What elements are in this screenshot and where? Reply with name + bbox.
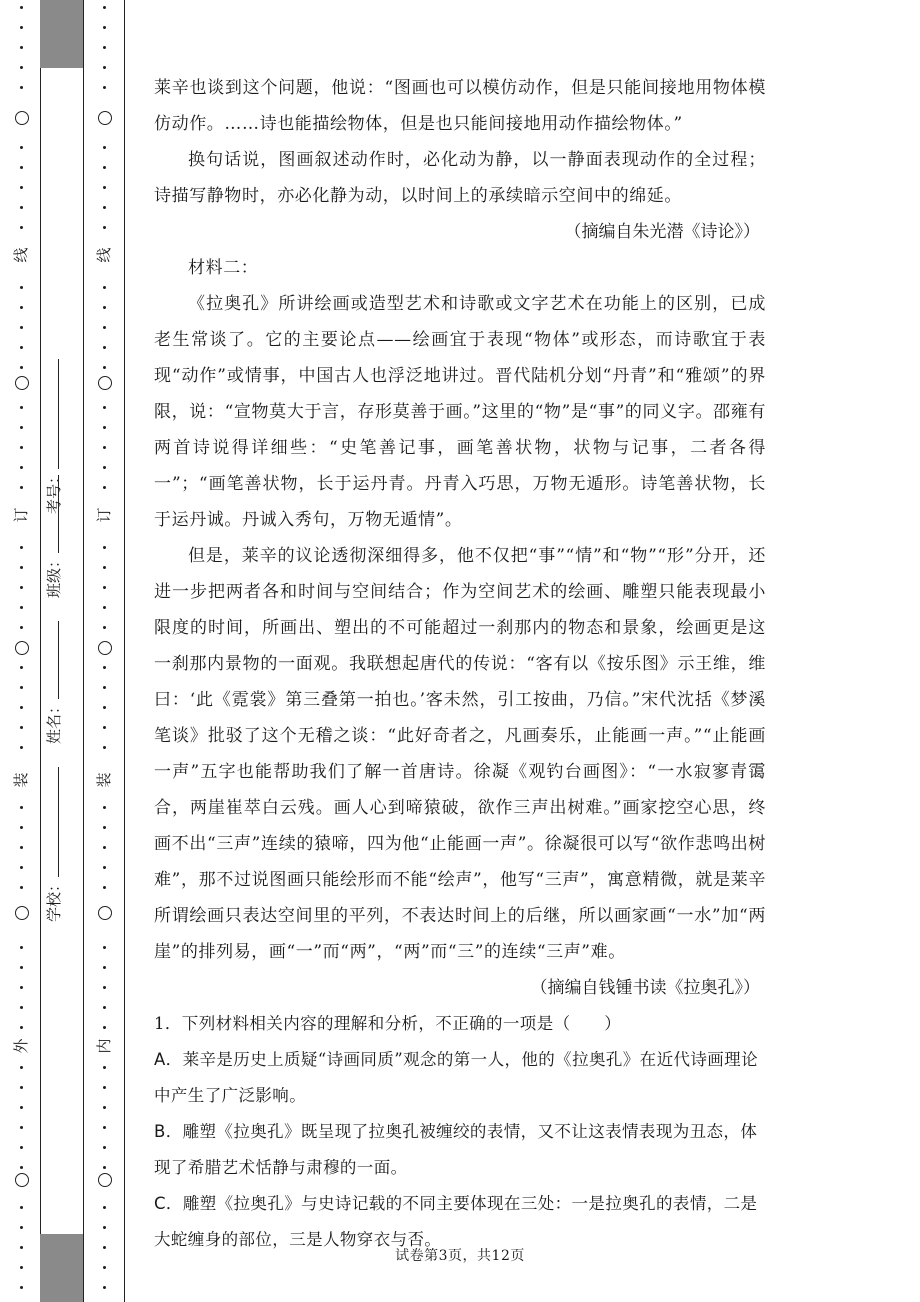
dot [20, 606, 23, 609]
option-label: B． [154, 1122, 183, 1141]
exam-no-label: 考号： [45, 468, 63, 514]
dot [20, 226, 23, 229]
paragraph: 换句话说，图画叙述动作时，必化动为静，以一静面表现动作的全过程；诗描写静物时，亦必化静为动，以时间上的承续暗示空间中的绵延。 [154, 150, 766, 206]
cut-line-char: 装 [12, 772, 30, 788]
dot [103, 86, 106, 89]
binding-gray-bar [40, 0, 83, 68]
dot [103, 1166, 106, 1169]
material-heading: 材料二： [188, 258, 259, 278]
dot [20, 846, 23, 849]
dot [20, 1106, 23, 1109]
dot [103, 206, 106, 209]
dot [20, 26, 23, 29]
paragraph: 莱辛也谈到这个问题，他说：“图画也可以模仿动作，但是只能间接地用物体模仿动作。……诗也能描绘物体，但是也只能间接地用动作描绘物体。” [154, 78, 766, 134]
dot [20, 426, 23, 429]
main-content [154, 70, 766, 1258]
school-field [44, 767, 64, 922]
cut-line-char: 线 [12, 247, 30, 263]
dot [103, 486, 106, 489]
dot [20, 6, 23, 9]
cut-line-char: 内 [95, 1038, 113, 1054]
dot [103, 1026, 106, 1029]
dot [103, 1006, 106, 1009]
dot [103, 846, 106, 849]
exam-no-field [44, 359, 64, 514]
dot [103, 1266, 106, 1269]
dot [103, 966, 106, 969]
dot [103, 746, 106, 749]
source-citation: （摘编自钱锺书读《拉奥孔》） [530, 978, 760, 998]
option-text: 雕塑《拉奥孔》与史诗记载的不同主要体现在三处：一是拉奥孔的表情，二是大蛇缠身的部位，三是人物穿衣与否。 [154, 1194, 758, 1249]
dot [20, 346, 23, 349]
option-text: 莱辛是历史上质疑“诗画同质”观念的第一人，他的《拉奥孔》在近代诗画理论中产生了广泛影响。 [154, 1050, 758, 1105]
dot [20, 366, 23, 369]
dot [103, 226, 106, 229]
dot [103, 1106, 106, 1109]
dot [103, 186, 106, 189]
dot [103, 1086, 106, 1089]
dot [103, 6, 106, 9]
dot [20, 486, 23, 489]
dot [20, 566, 23, 569]
dot [20, 966, 23, 969]
dot [103, 1286, 106, 1289]
option-b[interactable] [154, 1114, 766, 1186]
dot [103, 726, 106, 729]
class-label: 班级： [45, 552, 63, 598]
dot [103, 46, 106, 49]
dot [20, 1086, 23, 1089]
circle-marker [98, 111, 112, 125]
dot [20, 546, 23, 549]
dot [20, 86, 23, 89]
cut-line-char: 装 [95, 772, 113, 788]
dot [103, 826, 106, 829]
outer-cut-line [12, 0, 30, 1302]
dot [20, 1126, 23, 1129]
dot [103, 406, 106, 409]
dot [20, 626, 23, 629]
dot [20, 686, 23, 689]
circle-marker [15, 906, 29, 920]
dot [20, 1206, 23, 1209]
dot [20, 746, 23, 749]
dot [20, 1266, 23, 1269]
dot [103, 1066, 106, 1069]
dot [20, 1286, 23, 1289]
dot [20, 726, 23, 729]
school-blank[interactable] [44, 767, 59, 877]
circle-marker [15, 1173, 29, 1187]
dot [103, 606, 106, 609]
dot [103, 426, 106, 429]
dot [103, 706, 106, 709]
dot [20, 1146, 23, 1149]
dot [103, 146, 106, 149]
option-a[interactable] [154, 1042, 766, 1114]
dot [20, 826, 23, 829]
dot [20, 986, 23, 989]
dot [103, 626, 106, 629]
circle-marker [98, 1173, 112, 1187]
dot [103, 346, 106, 349]
circle-marker [98, 376, 112, 390]
source-citation: （摘编自朱光潜《诗论》） [564, 222, 760, 242]
dot [103, 466, 106, 469]
exam-no-blank[interactable] [44, 359, 59, 469]
dot [103, 686, 106, 689]
cut-line-char: 外 [12, 1038, 30, 1054]
dot [103, 26, 106, 29]
dot [103, 886, 106, 889]
dot [20, 706, 23, 709]
dot [103, 986, 106, 989]
dot [103, 566, 106, 569]
dot [20, 66, 23, 69]
dot [103, 1226, 106, 1229]
dot [103, 866, 106, 869]
dot [103, 1126, 106, 1129]
dot [103, 946, 106, 949]
dot [20, 1166, 23, 1169]
dot [20, 306, 23, 309]
dot [20, 1226, 23, 1229]
dot [20, 146, 23, 149]
cut-line-char: 订 [12, 507, 30, 523]
dot [20, 1026, 23, 1029]
dot [103, 1206, 106, 1209]
dot [20, 166, 23, 169]
circle-marker [98, 906, 112, 920]
binding-line [124, 0, 125, 1302]
name-label: 姓名： [45, 698, 63, 744]
dot [103, 546, 106, 549]
dot [20, 806, 23, 809]
dot [20, 186, 23, 189]
dot [20, 886, 23, 889]
cut-line-char: 订 [95, 507, 113, 523]
dot [20, 586, 23, 589]
paragraph: 《拉奥孔》所讲绘画或造型艺术和诗歌或文字艺术在功能上的区别，已成老生常谈了。它的主要论点——绘画宜于表现“物体”或形态，而诗歌宜于表现“动作”或情事，中国古人也浮泛地讲过。晋代陆机分划“丹青”和“雅颂”的界限，说：“宣物莫大于言，存形莫善于画。”这里的“物”是“事”的同义字。邵雍有两首诗说得详细些：“史笔善记事，画笔善状物，状物与记事，二者各得一”；“画笔善状物，长于运丹青。丹青入巧思，万物无遁形。诗笔善状物，长于运丹诚。丹诚入秀句，万物无遁情”。 [154, 294, 766, 530]
binding-line [40, 0, 41, 1302]
dot [20, 666, 23, 669]
cut-line-char: 线 [95, 247, 113, 263]
dot [20, 326, 23, 329]
dot [20, 946, 23, 949]
dot [103, 306, 106, 309]
question-stem: 1．下列材料相关内容的理解和分析，不正确的一项是（ ） [154, 1014, 622, 1033]
option-text: 雕塑《拉奥孔》既呈现了拉奥孔被缠绞的表情，又不让这表情表现为丑态，体现了希腊艺术恬静与肃穆的一面。 [154, 1122, 758, 1177]
dot [103, 66, 106, 69]
binding-line [83, 0, 84, 1302]
page-footer: 试卷第3页，共12页 [395, 1248, 525, 1264]
name-blank[interactable] [44, 621, 59, 699]
dot [20, 1006, 23, 1009]
option-label: C． [154, 1194, 183, 1213]
dot [103, 366, 106, 369]
dot [103, 286, 106, 289]
circle-marker [15, 376, 29, 390]
circle-marker [15, 111, 29, 125]
option-label: A． [154, 1050, 183, 1069]
dot [20, 466, 23, 469]
school-label: 学校： [45, 876, 63, 922]
circle-marker [15, 641, 29, 655]
circle-marker [98, 641, 112, 655]
dot [20, 46, 23, 49]
paragraph: 但是，莱辛的议论透彻深细得多，他不仅把“事”“情”和“物”“形”分开，还进一步把两者各和时间与空间结合；作为空间艺术的绘画、雕塑只能表现最小限度的时间，所画出、塑出的不可能超过一刹那内的物态和景象，绘画更是这一刹那内景物的一面观。我联想起唐代的传说：“客有以《按乐图》示王维，维曰：‘此《霓裳》第三叠第一拍也。’客未然，引工按曲，乃信。”宋代沈括《梦溪笔谈》批驳了这个无稽之谈：“此好奇者之，凡画奏乐，止能画一声。”“止能画一声”五字也能帮助我们了解一首唐诗。徐凝《观钓台画图》：“一水寂寥青霭合，两崖崔萃白云残。画人心到啼猿破，欲作三声出树难。”画家挖空心思，终画不出“三声”连续的猿啼，四为他“止能画一声”。徐凝很可以写“欲作悲鸣出树难”，那不过说图画只能绘形而不能“绘声”，他写“三声”，寓意精微，就是莱辛所谓绘画只表达空间里的平列，不表达时间上的后继，所以画家画“一水”加“两崖”的排列易，画“一”而“两”，“两”而“三”的连续“三声”难。 [154, 546, 766, 962]
dot [20, 286, 23, 289]
dot [103, 166, 106, 169]
dot [103, 586, 106, 589]
dot [103, 806, 106, 809]
dot [20, 866, 23, 869]
dot [103, 1146, 106, 1149]
binding-margin [0, 0, 126, 1302]
dot [103, 446, 106, 449]
dot [20, 406, 23, 409]
dot [20, 1066, 23, 1069]
inner-cut-line [95, 0, 113, 1302]
dot [103, 326, 106, 329]
dot [20, 446, 23, 449]
dot [103, 666, 106, 669]
dot [20, 206, 23, 209]
name-field [44, 621, 64, 744]
